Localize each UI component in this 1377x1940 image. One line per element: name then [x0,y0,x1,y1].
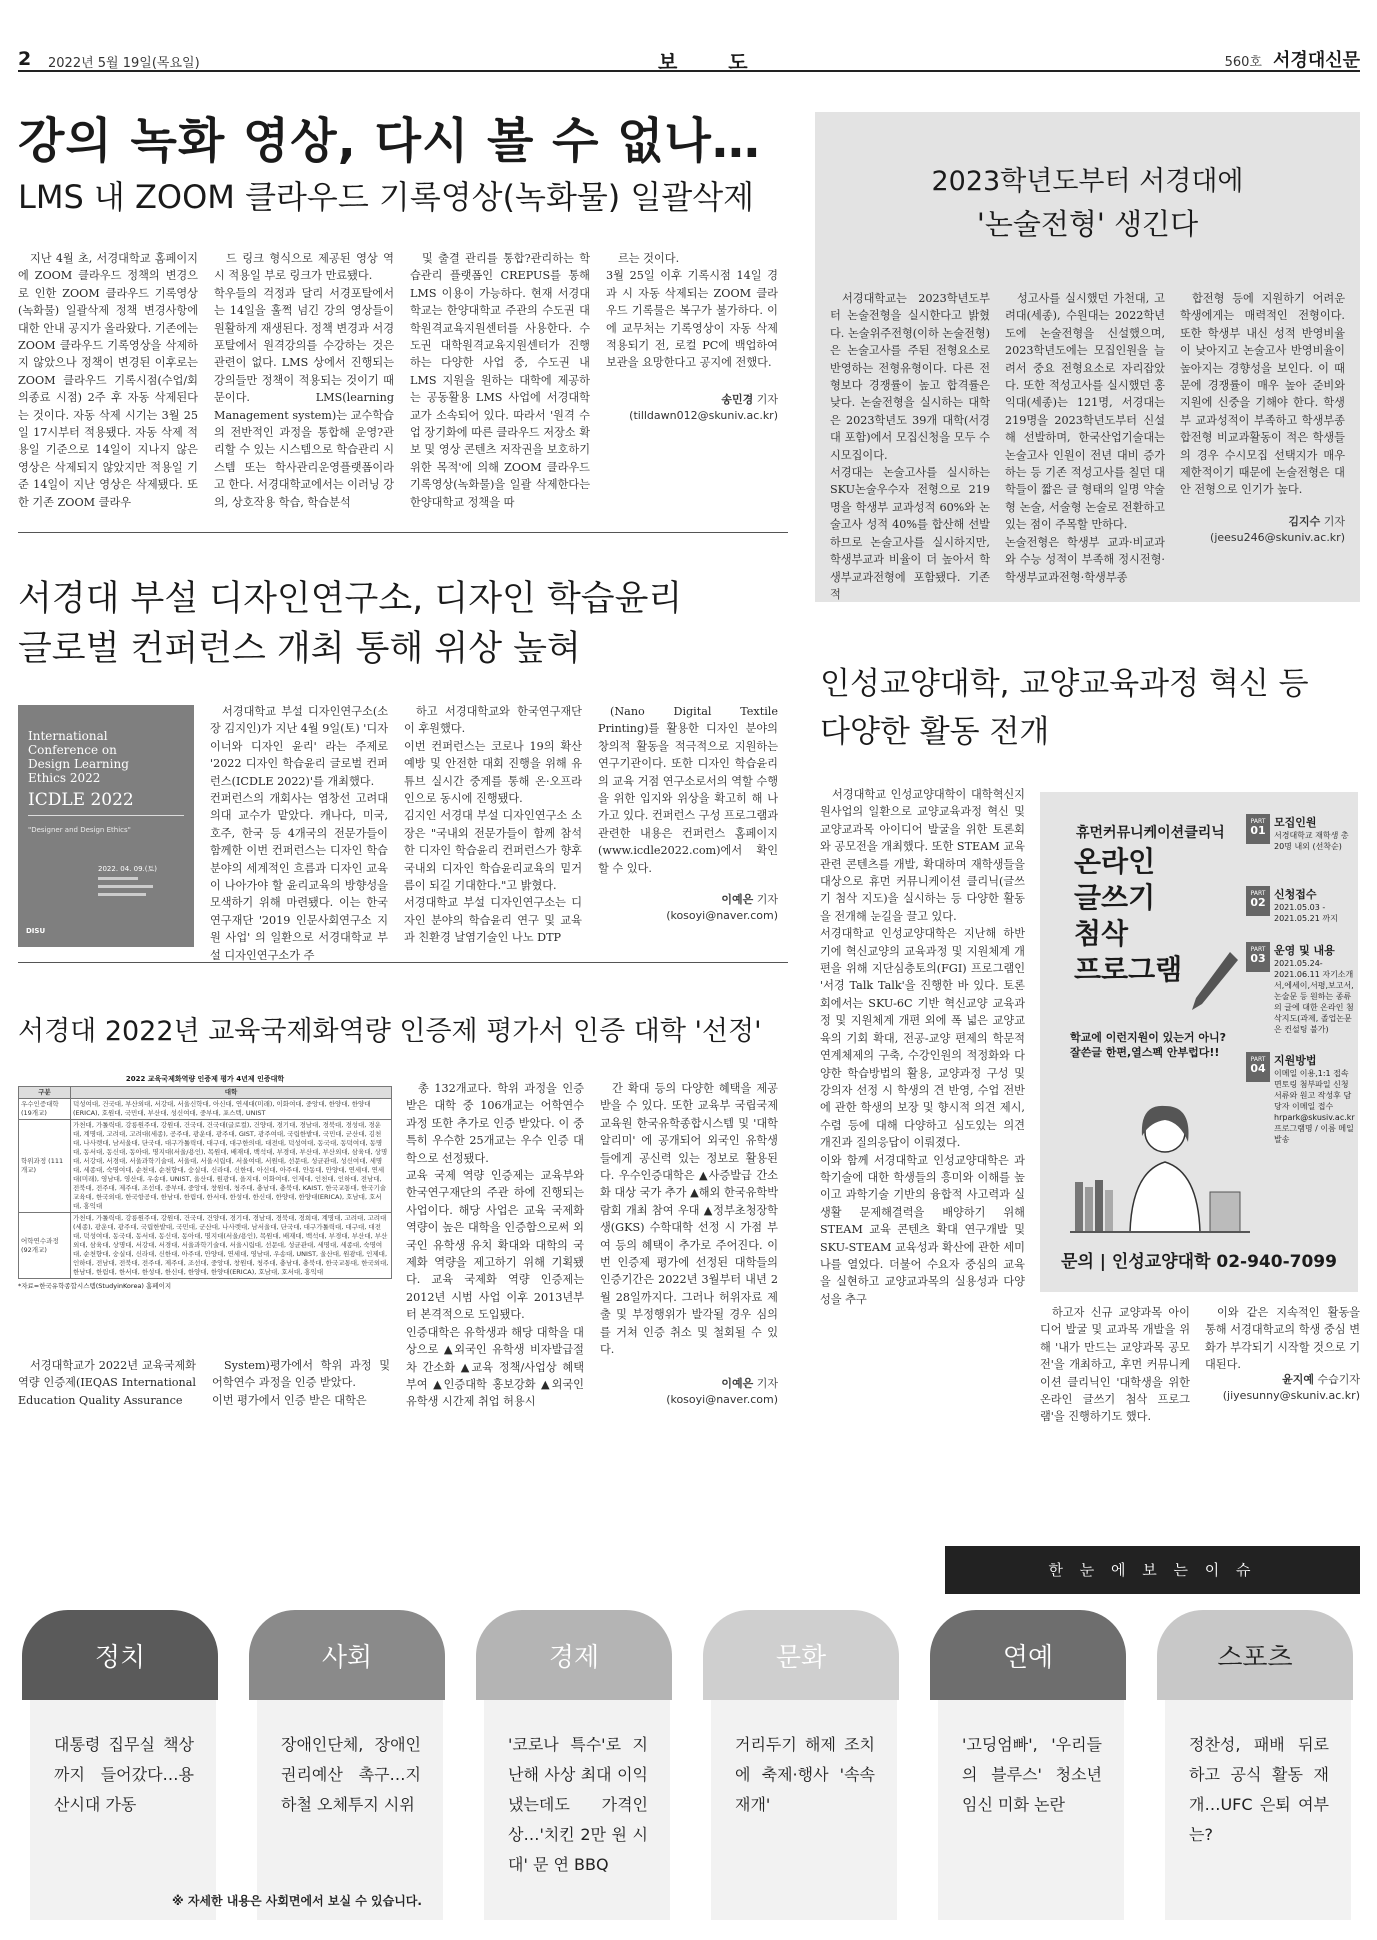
poster-line4: Ethics 2022 [28,771,101,785]
reporter-email: (tilldawn012@skuniv.ac.kr) [629,409,778,422]
reporter-title: 기자 [756,893,778,906]
ad-title [1074,844,1182,988]
article-cert-col4: 간 확대 등의 다양한 혜택을 제공받을 수 있다. 또한 교육부 국립국제교육원 한국유학종합시스템 및 '대학알리미' 에 공개되어 외국인 유학생들에게 공신력 있는 정보로 활용된다. 우수인증대학은 ▲사증발급 간소화 대상 국가 추가 ▲해외 한국유학박람회 개최 참여 우대 ▲정부초청장학생(GKS) 수학대학 선정 시 가점 부여 등의 혜택이 추가로 주어진다. 이번 인증제 평가에 선정된 대학들의 인증기간은 2022년 3월부터 내년 2월 28일까지다. 그러나 허위자료 제출 및 부정행위가 발각될 경우 심의를 거쳐 인증 취소 및 철회될 수 있다. [600,1082,778,1357]
publication-date: 2022년 5월 19일(목요일) [48,56,200,71]
ad-part-title: 모집인원 [1274,816,1317,829]
reporter-title: 기자 [756,393,778,406]
ad-part-title: 지원방법 [1274,1054,1317,1067]
article-cert-col3: 총 132개교다. 학위 과정을 인증 받은 대학 중 106개교는 어학연수 과정 또한 추가로 인증 받았다. 이 중 특히 우수한 25개교는 우수 인증 대학으로 선정됐다. 교육 국제 역량 인증제는 교육부와 한국연구재단의 주관 하에 진행되는 사업이다. 해당 사업은 교육 국제화 역량이 높은 대학을 인증함으로써 외국인 유학생 유치 확대와 대학의 국제화 역량을 제고하기 위해 기획됐다. 교육 국제화 역량 인증제는 2012년 시범 사업 이후 2013년부터 본격적으로 도입됐다. 인증대학은 유학생과 해당 대학을 대상으로 ▲외국인 유학생 비자발급절차 간소화 ▲교육 정책/사업상 혜택 부여 ▲인증대학 홍보강화 ▲외국인 유학생 시간제 취업 허용시 [406,1082,584,1409]
reporter-name: 윤지예 [1282,1373,1314,1386]
divider [18,532,788,533]
article-liberal-col1: 서경대학교 인성교양대학이 대학혁신지원사업의 일환으로 교양교육과정 혁신 및 교양교과목 아이디어 발굴을 위한 토론회와 공모전을 개최했다. 또한 STEAM 교육 관련 콘텐츠를 개발, 확대하며 재학생들을 대상으로 휴먼 커뮤니케이션 클리닉(글쓰기 첨삭 지도)을 실시하는 등 다양한 활동을 전개해 눈길을 끌고 있다. 서경대학교 인성교양대학은 지난해 하반기에 혁신교양의 교육과정 및 지원체계 개편을 위해 지단심층토의(FGI) 프로그램인 '서경 Talk Talk'을 진행한 바 있다. 토론회에서는 SKU-6C 기반 혁신교양 교육과정 및 지원체계 개편 외에 폭 넓은 교양교육의 기회 확대, 전공-교양 편제의 학문적 연계체제의 구축, 수강인원의 적정화와 다양한 학습방법의 활용, 교양과정 구성 및 강의자 선정 시 학생의 견 반영, 수업 전반에 관한 학생의 보장 및 향시적 의견 제시, 수렴 등에 대해 다양하고 심도있는 의견 개진과 질의응답이 이뤄졌다. 이와 함께 서경대학교 인성교양대학은 과학기술에 대한 학생들의 흥미와 이해를 높이고 과학기술 기반의 융합적 사고력과 실생활 문제해결력을 배양하기 위해 STEAM 교육 콘텐츠 확대 연구개발 및 SKU-STEAM 교육성과 확산에 관한 세미나를 열었다. 더불어 수요자 중심의 교육을 실현하고 교양교과목의 실용성과 다양성을 추구 [820,788,1025,1306]
column-header: 대학 [71,1087,392,1099]
table-source: *자료=한국유학종합시스템(StudyinKorea) 홈페이지 [18,1282,172,1290]
article-cert-col1: 서경대학교가 2022년 교육국제화역량 인증제(IEQAS International Education Quality Assurance [18,1359,196,1407]
section-name: 보 도 [658,50,770,74]
issue-card [22,1610,218,1940]
ad-title-line: 글쓰기 [1074,881,1156,914]
issue-tag: 문화 [703,1610,899,1700]
issue-tag: 사회 [249,1610,445,1700]
divider [18,962,788,963]
reporter-email: (kosoyi@naver.com) [666,909,778,922]
ad-part-text: 2021.05.03 - 2021.05.21 까지 [1274,903,1338,923]
issue-card [249,1610,445,1940]
issue-tag: 스포츠 [1157,1610,1353,1700]
byline [1205,1372,1360,1404]
headline-line2: 다양한 활동 전개 [820,714,1050,750]
byline [598,892,778,924]
issues-bar-title: 한 눈 에 보 는 이 슈 [1048,1561,1257,1579]
ad-part-badge [1246,1052,1270,1082]
poster-logo: DISU [26,927,46,935]
poster-rule [28,815,184,816]
poster-date: 2022. 04. 09.(토) [98,865,157,873]
byline [1180,514,1345,546]
headline: 강의 녹화 영상, 다시 볼 수 없나… [18,113,761,169]
article-zoom-col2: 드 링크 형식으로 제공된 영상 역시 적용일 부로 링크가 만료됐다. 학우들의 걱정과 달리 서경포탈에서는 14일을 훌쩍 넘긴 강의 영상들이 원활하게 재생된다. 정책 변경과 서경포탈에서 원격강의를 수강하는 것은 관련이 없다. LMS 상에서 진행되는 강의들만 정책이 적용되는 것이기 때문이다. LMS(learning Management system)는 교수학습의 전반적인 과정을 통합해 운영?관리할 수 있는 시스템으로 학습관리 시스템 또는 학사관리운영플랫폼이라고 한다. 서경대학교에서는 이러닝 강의, 상호작용 학습, 학습분석 [214,252,394,509]
issue-text: '고딩엄빠', '우리들의 블루스' 청소년 임신 미화 논란 [938,1700,1124,1920]
ad-title-line: 첨삭 [1074,917,1129,950]
ad-part-label: PART [1250,946,1266,953]
ad-part-number: 04 [1250,1062,1266,1075]
article-essay-col1: 서경대학교는 2023학년도부터 논술전형을 실시한다고 밝혔다. 논술위주전형(이하 논술전형)은 논술고사를 주된 전형요소로 반영하는 전형유형이다. 다른 전형보다 경쟁률이 높고 합격률은 낮다. 논술전형을 실시하는 대학은 2023학년도 39개 대학(서경대 포함)에서 모집신청을 모두 수시모집이다. 서경대는 논술고사를 실시하는 SKU논술우수자 전형으로 219명을 학생부 교과성적 60%와 논술고사 성적 40%를 합산해 선발하므로 논술고사를 실시하지만, 학생부교과 비율이 더 높아서 학생부교과전형에 포함됐다. 기존 적 [830,292,990,601]
ad-part-title: 신청접수 [1274,888,1317,901]
ad-speech: 학교에 이런지원이 있는거 아니? 잘쓴글 한편,열스펙 안부럽다!! [1070,1031,1227,1059]
issue-text: 정찬성, 패배 뒤로 하고 공식 활동 재개…UFC 은퇴 여부는? [1165,1700,1351,1920]
issue-tag: 경제 [476,1610,672,1700]
article-zoom-col3: 및 출결 관리를 통합?관리하는 학습관리 플랫폼인 CREPUS를 통해 LMS 이용이 가능하다. 현재 서경대학교는 한양대학교 주관의 수도권 대학원격교육지원센터를 사용한다. 수도권 대학원격교육지원센터가 진행하는 다양한 사업 중, 수도권 내 LMS 지원을 원하는 대학에 제공하는 공동활용 LMS 사업에 서경대학교가 소속되어 있다. 따라서 '원격 수업 장기화에 따른 클라우드 저장소 확보 및 영상 콘텐츠 저작권을 보호하기 위한 목적'에 의해 ZOOM 클라우드 기록영상(녹화물)을 일괄 삭제한다는 한양대학교 정책을 따 [410,252,590,509]
table-header-row [19,1087,392,1099]
poster-theme: "Designer and Design Ethics" [28,826,131,834]
article-liberal-col3: 이와 같은 지속적인 활동을 통해 서경대학교의 학생 중심 변화가 부각되기 시작할 것으로 기대된다. [1205,1306,1360,1372]
ad-kicker: 휴먼커뮤니케이션클리닉 [1076,825,1225,841]
table-cell: 어학연수과정 (92개교) [19,1213,71,1279]
table-row [19,1120,392,1213]
poster-title: ICDLE 2022 [28,790,134,810]
poster-line1: International [28,729,108,743]
headline: 서경대 2022년 교육국제화역량 인증제 평가서 인증 대학 '선정' [18,1016,762,1047]
issue-text: 대통령 집무실 책상까지 들어갔다…용산시대 가동 [30,1700,216,1920]
table-cell: 가천대, 가톨릭대, 강릉원주대, 강원대, 건국대, 건국대(글로컬), 건양대, 경기대, 경남대, 경북대, 경성대, 경운대, 계명대, 고려대, 고려대(세종), 공주대, 광운대, 광주대, GIST, 광주여대, 국립한밭대, 국민대, 군산대, 김천대, 나사렛대, 남서울대, 단국대, 대구가톨릭대, 대구대, 대구한의대, 대전대, 덕성여대, 동국대, 동덕여대, 동명대, 동서대, 동신대, 동아대, 명지대(서울/용인), 목원대, 배재대, 백석대, 부경대, 부산대, 부산외대, 삼육대, 상명대, 서강대, 서경대, 서울과학기술대, 서울대, 서울시립대, 서울여대, 서원대, 선문대, 성균관대, 성신여대, 세명대, 세종대, 숙명여대, 순천대, 순천향대, 숭실대, 신라대, 신한대, 아신대, 아주대, 안동대, 안양대, 연세대, 연세대(미래), 영남대, 영산대, 우송대, UNIST, 울산대, 원광대, 을지대, 이화여대, 인제대, 인천대, 인하대, 전남대, 전북대, 전주대, 제주대, 조선대, 중부대, 중앙대, 창원대, 청주대, 충남대, 충북대, KAIST, 한국교통대, 한국기술교육대, 한국외대, 한국항공대, 한남대, 한림대, 한서대, 한성대, 한신대, 한양대, 한양대(ERICA), 호남대, 호서대, 홍익대 [71,1120,392,1213]
conference-poster [18,705,194,947]
reporter-title: 기자 [1323,515,1345,528]
reporter-title: 수습기자 [1317,1373,1360,1386]
issues-bar [945,1546,1360,1594]
ad-part-text: 이메일 이용,1:1 접속 면토링 첨부파일 신청서류와 원고 작성후 담당자 이메일 접수 hrpark@skusiv.ac.kr 프로그램명 / 이름 메일발송 [1274,1069,1355,1144]
table-cell: 덕성여대, 건국대, 부산외대, 서강대, 서울신학대, 아신대, 연세대(미래), 이화여대, 중앙대, 한양대, 한양대(ERICA), 호원대, 국민대, 부산대, 성신여대, 중부대, 포스텍, UNIST [71,1099,392,1120]
poster-info-line [98,893,146,896]
headline-line2: '논술전형' 생긴다 [976,207,1199,241]
reporter-name: 김지수 [1288,515,1321,528]
column-header: 구분 [19,1087,71,1099]
ad-title-line: 프로그램 [1074,953,1183,986]
reporter-email: (kosoyi@naver.com) [666,1393,778,1406]
reporter-name: 이예은 [721,1377,754,1390]
article-zoom-col1: 지난 4월 초, 서경대학교 홈페이지에 ZOOM 클라우드 정책의 변경으로 인한 ZOOM 클라우드 기록영상(녹화물) 일괄삭제 정책 변경사항에 대한 안내 공지가 올라왔다. 기존에는 ZOOM 클라우드 기록영상을 삭제하지 않았으나 정책이 변경된 이후로는 ZOOM 클라우드 기록시점(수업/회의종료 시점) 2주 후 자동 삭제된다는 것이다. 자동 삭제 시기는 3월 25일 17시부터 적용됐다. 자동 삭제 적용일 기준으로 14일이 지나지 않은 영상은 삭제되지 않았지만 적용일 기준 14일이 지난 영상은 삭제됐다. 또한 기존 ZOOM 클라우 [18,252,198,509]
poster-line2: Conference on [28,743,117,757]
ad-footer: 문의 | 인성교양대학 02-940-7099 [1061,1252,1337,1272]
ad-part-number: 01 [1250,824,1266,837]
issue-card [476,1610,672,1940]
article-liberal-col2: 하고자 신규 교양과목 아이디어 발굴 및 교과목 개발을 위해 '내가 만드는 교양과목 공모전'을 개최하고, 후먼 커뮤니케이션 클리닉인 '대학생을 위한 온라인 글쓰기 첨삭 프로그램'을 진행하기도 했다. [1040,1306,1190,1424]
issue-text: '코로나 특수'로 지난해 사상 최대 이익 냈는데도 가격인상…'치킨 2만 원 시대' 문 연 BBQ [484,1700,670,1920]
ad-part-number: 03 [1250,952,1266,965]
article-zoom [18,112,788,218]
ad-title-line: 온라인 [1074,845,1156,878]
table-title: 2022 교육국제화역량 인증제 평가 4년제 인증대학 [125,1075,285,1083]
headline [815,162,1360,246]
writing-program-ad [1040,792,1358,1292]
article-liberal-arts [820,660,1360,756]
reporter-name: 송민경 [721,393,754,406]
ad-part-badge [1246,886,1270,916]
poster-line3: Design Learning [28,757,129,771]
ad-parts [1246,792,1358,1212]
reporter-title: 기자 [756,1377,778,1390]
headline-line2: 글로벌 컨퍼런스 개최 통해 위상 높혀 [18,629,581,669]
ad-part-label: PART [1250,1056,1266,1063]
pencil-icon [1190,952,1240,1012]
table-cell: 우수인증대학 (19개교) [19,1099,71,1120]
headline-line1: 인성교양대학, 교양교육과정 혁신 등 [820,666,1309,702]
issue-tag: 정치 [22,1610,218,1700]
article-design-col2: 하고 서경대학교와 한국연구재단이 후원했다. 이번 컨퍼런스는 코로나 19의 확산 예방 및 안전한 대회 진행을 위해 유튜브 실시간 중계를 통해 온·오프라인으로 동시에 진행됐다. 김지인 서경대 부설 디자인연구소 소장은 "국내외 전문가들이 함께 참석한 디자인 학습윤리 컨퍼런스가 향후 국내외 디자인 학습윤리교육의 밑거름이 되길 기대한다."고 밝혔다. 서경대학교 부설 디자인연구소는 디자인 분야의 학습윤리 연구 및 교육과 친환경 날염기술인 나노 DTP [404,705,582,945]
table [18,1086,392,1279]
reporter-name: 이예은 [721,893,754,906]
article-design-conference [18,574,788,674]
issue-card [1157,1610,1353,1940]
article-design-col1: 서경대학교 부설 디자인연구소(소장 김지인)가 지난 4월 9일(토) '디자이너와 디자인 윤리' 라는 주제로 '2022 디자인 학습윤리 글로벌 컨퍼런스(ICDLE 2022)'를 개최했다. 컨퍼런스의 개회사는 염창선 고려대 의대 교수가 맡았다. 캐나다, 미국, 호주, 한국 등 4개국의 전문가들이 함께한 이번 컨퍼런스는 디자인 학습분야의 세계적인 흐름과 디자인 교육이 나아가야 할 윤리교육의 방향성을 모색하기 위해 마련됐다. 이는 한국연구재단 '2019 인문사회연구소 지원 사업' 의 일환으로 서경대학교 부설 디자인연구소가 주 [210,705,388,962]
byline [606,392,778,424]
certification-table [18,1074,392,1344]
article-zoom-col4: 르는 것이다. 3월 25일 이후 기록시점 14일 경과 시 자동 삭제되는 ZOOM 클라우드 기록물은 복구가 불가하다. 이에 교무처는 기록영상이 자동 삭제 적용되기 전, 로컬 PC에 백업하여 보관을 요망한다고 공지에 전했다. [606,252,778,370]
issue-tag: 연예 [930,1610,1126,1700]
poster-info-line [98,877,138,880]
ad-part-label: PART [1250,890,1266,897]
table-row [19,1099,392,1120]
article-design-col3: (Nano Digital Textile Printing)를 활용한 디자인 분야의 창의적 활동을 적극적으로 지원하는 연구기관이다. 또한 디자인 학습윤리의 교육 거점 연구소로서의 역할 수행을 위한 입지와 위상을 확고히 해 나가고 있다. 컨퍼런스 구성 프로그램과 관련한 내용은 컨퍼런스 홈페이지(www.icdle2022.com)에서 확인할 수 있다. [598,705,778,875]
headline-line1: 서경대 부설 디자인연구소, 디자인 학습윤리 [18,579,683,619]
ad-part-label: PART [1250,818,1266,825]
page-number: 2 [18,48,32,70]
table-row [19,1213,392,1279]
person-illustration [1070,1092,1250,1232]
issue-text: 거리두기 해제 조치에 축제·행사 '속속 재개' [711,1700,897,1920]
issue-card [930,1610,1126,1940]
subheadline: LMS 내 ZOOM 클라우드 기록영상(녹화물) 일괄삭제 [18,178,755,216]
paper-name: 서경대신문 [1273,50,1360,71]
issue-number: 560호 [1224,55,1262,70]
issue-text: 장애인단체, 장애인 권리예산 촉구…지하철 오체투지 시위 [257,1700,443,1920]
byline [600,1376,778,1408]
poster-info-line [98,885,153,888]
ad-part-badge [1246,942,1270,972]
headline-line1: 2023학년도부터 서경대에 [931,166,1244,197]
article-cert-col2: System)평가에서 학위 과정 및 어학연수 과정을 인증 받았다. 이번 평가에서 인증 받은 대학은 [212,1359,390,1407]
ad-part-text: 서경대학교 재학생 총 20명 내외 (선착순) [1274,831,1349,851]
issues-note: ※ 자세한 내용은 사회면에서 보실 수 있습니다. [172,1894,422,1908]
article-essay-col2: 성고사를 실시했던 가천대, 고려대(세종), 수원대는 2022학년도에 논술전형을 신설했으며, 2023학년도에는 모집인원을 늘려서 중요 전형요소로 자리잡았다. 또한 적성고사를 실시했던 홍익대(세종)는 121명, 서경대는 219명을 2023학년도부터 신설해 선발하며, 한국산업기술대는 논술고사 인원이 전년 대비 증가하는 등 기존 적성고사를 칠던 대학들이 짧은 글 형태의 일명 약술형 논술, 서술형 논술로 전환하고 있는 점이 주목할 만하다. 논술전형은 학생부 교과·비교과와 수능 성적이 부족해 정시전형·학생부교과전형·학생부종 [1005,292,1165,584]
ad-part-number: 02 [1250,896,1266,909]
masthead [1225,46,1360,72]
table-cell: 가천대, 가톨릭대, 강릉원주대, 강원대, 건국대, 건양대, 경기대, 경남대, 경북대, 경희대, 계명대, 고려대, 고려대(세종), 광운대, 광주대, 국립한밭대, 국민대, 군산대, 나사렛대, 남서울대, 단국대, 대구가톨릭대, 대구대, 대전대, 덕성여대, 동국대, 동서대, 동신대, 동아대, 명지대(서울/용인), 목원대, 배재대, 백석대, 부경대, 부산대, 부산외대, 삼육대, 상명대, 서강대, 서경대, 서울과학기술대, 서울시립대, 선문대, 성균관대, 세명대, 세종대, 숙명여대, 순천향대, 숭실대, 신라대, 신한대, 아주대, 안양대, 연세대, 영남대, 우송대, UNIST, 울산대, 원광대, 인제대, 인하대, 전남대, 전북대, 전주대, 제주대, 조선대, 중앙대, 창원대, 청주대, 충남대, 충북대, 한국교통대, 한국외대, 한남대, 한림대, 한서대, 한성대, 한신대, 한양대, 한양대(ERICA), 호남대, 호서대, 홍익대 [71,1213,392,1279]
article-essay-col3: 합전형 등에 지원하기 어려운 학생에게는 매력적인 전형이다. 또한 학생부 내신 성적 반영비율이 낮아지고 논술고사 반영비율이 높아지는 경향성을 보인다. 이 때문에 경쟁률이 매우 높아 준비와 지원에 신중을 기해야 한다. 학생부 교과성적이 부족하고 학생부종합전형 비교과활동이 적은 학생들의 경우 수시모집 선택지가 매우 제한적이기 때문에 논술전형은 대안 전형으로 인기가 높다. [1180,292,1345,497]
issue-card [703,1610,899,1940]
table-cell: 학위과정 (111개교) [19,1120,71,1213]
issues-cards [22,1610,1362,1940]
ad-part-badge [1246,814,1270,844]
ad-part-text: 2021.05.24-2021.06.11 자기소개서,에세이,서평,보고서,논술문 등 원하는 종류의 글에 대한 온라인 첨삭지도(과제, 졸업논문은 컨설팅 불가) [1274,959,1354,1034]
page-header [18,8,1360,72]
reporter-email: (jeesu246@skuniv.ac.kr) [1210,531,1345,544]
ad-part-title: 운영 및 내용 [1274,944,1335,957]
reporter-email: (jiyesunny@skuniv.ac.kr) [1222,1389,1360,1402]
